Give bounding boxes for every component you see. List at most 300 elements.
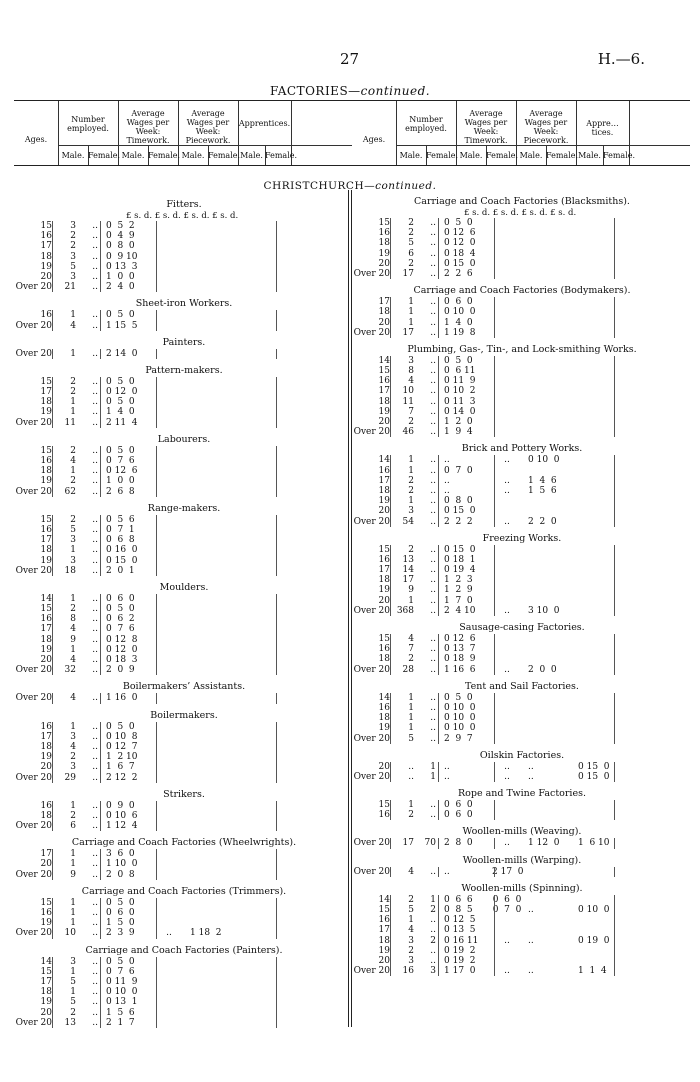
age-cell: 15 — [40, 514, 52, 525]
male-count-cell: 1 — [408, 317, 414, 328]
table-row — [352, 966, 692, 976]
male-count-cell: 28 — [402, 664, 414, 675]
wage-cell: 1 2 9 — [444, 585, 473, 596]
column-rule — [100, 665, 101, 675]
column-rule — [438, 407, 439, 417]
wage-cell: .. — [444, 866, 450, 877]
table-row — [14, 535, 354, 545]
column-rule — [100, 752, 101, 762]
column-rule — [52, 821, 53, 831]
table-row — [14, 262, 354, 272]
column-rule — [390, 555, 391, 565]
column-rule — [276, 908, 277, 918]
column-rule — [614, 318, 615, 328]
column-rule — [438, 238, 439, 248]
table-row — [14, 282, 354, 292]
female-count-cell: .. — [430, 516, 436, 527]
wage-cell: .. — [528, 771, 534, 782]
column-rule — [438, 417, 439, 427]
column-rule — [276, 515, 277, 525]
male-count-cell: 3 — [70, 956, 76, 967]
column-rule — [390, 723, 391, 733]
male-count-cell: 62 — [64, 486, 76, 497]
wage-cell: 2 3 9 — [106, 928, 135, 939]
column-rule — [156, 928, 157, 938]
section — [352, 285, 692, 338]
female-count-cell: .. — [430, 702, 436, 713]
table-row — [352, 386, 692, 396]
column-rule — [390, 455, 391, 465]
column-rule — [390, 867, 391, 877]
section — [352, 826, 692, 848]
male-count-cell: .. — [408, 761, 414, 772]
column-rule — [614, 585, 615, 595]
column-rule — [276, 525, 277, 535]
column-rule — [494, 366, 495, 376]
column-rule — [390, 956, 391, 966]
column-rule — [494, 269, 495, 279]
column-rule — [100, 241, 101, 251]
column-rule — [438, 936, 439, 946]
wage-cell: 0 18 3 — [106, 655, 138, 665]
female-count-cell: .. — [92, 741, 98, 752]
age-cell: 20 — [40, 271, 52, 282]
female-count-cell: .. — [92, 908, 98, 918]
column-rule — [100, 645, 101, 655]
column-rule — [438, 946, 439, 956]
female-count-cell: .. — [430, 925, 436, 936]
column-rule — [52, 594, 53, 604]
column-rule — [100, 801, 101, 811]
column-rule — [438, 905, 439, 915]
column-rule — [52, 397, 53, 407]
female-count-cell: .. — [92, 976, 98, 987]
age-cell: Over 20 — [15, 772, 52, 783]
table-row — [14, 635, 354, 645]
age-cell: 20 — [378, 955, 390, 966]
column-rule — [390, 575, 391, 585]
column-rule — [52, 487, 53, 497]
section-title: Painters. — [162, 336, 206, 348]
male-count-cell: 17 — [402, 327, 414, 338]
age-cell: Over 20 — [353, 866, 390, 877]
age-cell: 15 — [40, 604, 52, 615]
column-rule — [494, 810, 495, 820]
column-rule — [438, 356, 439, 366]
female-count-cell: .. — [430, 634, 436, 644]
female-count-cell: .. — [430, 386, 436, 397]
column-rule — [614, 665, 615, 675]
male-count-cell: 2 — [408, 945, 414, 956]
column-rule — [276, 742, 277, 752]
male-count-cell: 1 — [70, 644, 76, 655]
column-rule — [438, 376, 439, 386]
age-cell: 15 — [378, 905, 390, 915]
female-count-cell: .. — [430, 733, 436, 744]
female-count-cell: .. — [430, 268, 436, 279]
female-count-cell: 1 — [430, 761, 436, 772]
table-row — [14, 898, 354, 908]
column-rule — [438, 506, 439, 516]
table-row — [14, 801, 354, 811]
column-rule — [390, 665, 391, 675]
column-rule — [494, 772, 495, 782]
table-row — [352, 734, 692, 744]
column-rule — [156, 732, 157, 742]
wage-cell: 0 11 3 — [444, 396, 476, 407]
male-count-cell: 2 — [70, 376, 76, 387]
age-cell: 16 — [378, 915, 390, 926]
female-count-cell: .. — [92, 644, 98, 655]
female-count-cell: .. — [92, 752, 98, 763]
wage-cell: 0 15 0 — [578, 771, 610, 782]
column-rule — [614, 565, 615, 575]
wage-cell: 0 8 0 — [106, 241, 135, 252]
column-rule — [156, 762, 157, 772]
column-rule — [614, 476, 615, 486]
column-rule — [156, 566, 157, 576]
male-count-cell: 4 — [70, 456, 76, 466]
column-rule — [52, 545, 53, 555]
table-row — [14, 241, 354, 251]
column-rule — [390, 606, 391, 616]
column-rule — [614, 867, 615, 877]
column-rule — [276, 418, 277, 428]
column-rule — [100, 515, 101, 525]
wage-cell: 2 4 10 — [444, 605, 476, 616]
wage-cell: 2 0 1 — [106, 565, 135, 576]
column-rule — [390, 386, 391, 396]
male-count-cell: 9 — [70, 869, 76, 880]
column-rule — [100, 898, 101, 908]
column-rule — [156, 977, 157, 987]
section-title: Strikers. — [163, 788, 205, 800]
city-title: CHRISTCHURCH—continued. — [263, 180, 437, 192]
column-rule — [156, 1018, 157, 1028]
section-title: Carriage and Coach Factories (Blacksmiths). — [414, 196, 630, 207]
table-row — [14, 594, 354, 604]
wage-cell: 0 5 0 — [106, 445, 135, 456]
header-ages: Ages. — [362, 135, 386, 144]
column-rule — [438, 956, 439, 966]
age-cell: 18 — [40, 810, 52, 821]
table-row — [14, 693, 354, 703]
wage-cell: .. — [528, 966, 534, 977]
male-count-cell: 5 — [70, 524, 76, 535]
female-count-cell: .. — [430, 406, 436, 417]
column-rule — [494, 565, 495, 575]
age-cell: 17 — [40, 849, 52, 860]
header-number-employed: Number employed. — [67, 115, 109, 133]
column-rule — [438, 366, 439, 376]
header-male: Male. — [121, 151, 145, 160]
section — [352, 855, 692, 877]
column-rule — [156, 908, 157, 918]
wage-cell: .. — [528, 761, 534, 772]
female-count-cell: .. — [430, 544, 436, 555]
column-rule — [100, 870, 101, 880]
column-rule — [52, 1008, 53, 1018]
column-rule — [494, 218, 495, 228]
male-count-cell: 1 — [70, 348, 76, 359]
column-rule — [438, 772, 439, 782]
table-row — [14, 456, 354, 466]
female-count-cell: .. — [430, 307, 436, 318]
column-rule — [276, 545, 277, 555]
wage-cell: 0 6 2 — [106, 614, 135, 625]
male-count-cell: 1 — [70, 966, 76, 977]
wage-cell: 0 7 0 — [492, 905, 522, 915]
column-rule — [276, 252, 277, 262]
column-rule — [390, 596, 391, 606]
wage-cell: 0 7 6 — [106, 456, 135, 466]
section-title: Range-makers. — [147, 502, 221, 514]
table-row — [14, 221, 354, 231]
column-rule — [494, 762, 495, 772]
wage-cell: 0 15 0 — [444, 258, 476, 269]
age-cell: 15 — [378, 634, 390, 644]
age-cell: 19 — [378, 496, 390, 507]
column-rule — [390, 506, 391, 516]
column-rule — [494, 476, 495, 486]
age-cell: 16 — [40, 310, 52, 321]
table-row — [14, 655, 354, 665]
column-rule — [100, 635, 101, 645]
table-row — [14, 614, 354, 624]
column-rule — [276, 1018, 277, 1028]
wage-cell: 2 8 0 — [444, 838, 473, 849]
header-female: Female. — [265, 151, 298, 160]
column-rule — [100, 997, 101, 1007]
table-row — [14, 957, 354, 967]
column-rule — [156, 272, 157, 282]
column-rule — [276, 693, 277, 703]
wage-cell: 0 19 4 — [444, 565, 476, 576]
age-cell: 16 — [378, 376, 390, 387]
male-count-cell: 1 — [408, 800, 414, 811]
age-cell: Over 20 — [15, 928, 52, 939]
column-rule — [438, 895, 439, 905]
column-rule — [494, 665, 495, 675]
female-count-cell: .. — [92, 634, 98, 645]
column-rule — [276, 645, 277, 655]
table-row — [352, 867, 692, 877]
column-rule — [156, 418, 157, 428]
column-rule — [494, 723, 495, 733]
column-rule — [276, 918, 277, 928]
female-count-cell: .. — [430, 485, 436, 496]
column-rule — [156, 635, 157, 645]
table-row — [14, 1008, 354, 1018]
column-rule — [100, 231, 101, 241]
column-rule — [390, 966, 391, 976]
table-row — [352, 466, 692, 476]
column-rule — [438, 606, 439, 616]
table-row — [352, 376, 692, 386]
age-cell: Over 20 — [15, 869, 52, 880]
column-rule — [276, 898, 277, 908]
column-rule — [52, 525, 53, 535]
column-rule — [390, 585, 391, 595]
column-rule — [390, 228, 391, 238]
wage-cell: 0 10 8 — [106, 731, 138, 742]
female-count-cell: .. — [92, 555, 98, 566]
header-rule — [58, 145, 352, 146]
column-rule — [52, 556, 53, 566]
wage-cell: 1 16 0 — [106, 693, 138, 704]
male-count-cell: 1 — [70, 849, 76, 860]
wage-cell: 0 5 0 — [106, 897, 135, 908]
column-rule — [438, 596, 439, 606]
wage-cell: 1 19 8 — [444, 327, 476, 338]
page-number: 27 — [340, 50, 360, 68]
column-rule — [390, 476, 391, 486]
header-female: Female. — [88, 151, 121, 160]
header-male: Male. — [399, 151, 423, 160]
female-count-cell: .. — [92, 849, 98, 860]
female-count-cell: 70 — [424, 838, 436, 849]
column-rule — [52, 957, 53, 967]
wage-cell: 0 7 1 — [106, 524, 135, 535]
column-rule — [156, 321, 157, 331]
table-header-left — [14, 100, 352, 166]
column-rule — [494, 397, 495, 407]
female-count-cell: .. — [430, 605, 436, 616]
column-rule — [276, 456, 277, 466]
age-cell: 18 — [378, 307, 390, 318]
female-count-cell: .. — [92, 593, 98, 604]
wage-cell: 0 12 0 — [106, 387, 138, 398]
male-count-cell: 3 — [408, 935, 414, 946]
male-count-cell: 7 — [408, 644, 414, 655]
wage-cell: 1 12 0 — [528, 838, 560, 849]
column-rule — [390, 895, 391, 905]
table-row — [352, 915, 692, 925]
age-cell: 17 — [378, 297, 390, 308]
wage-cell: 0 6 0 — [444, 297, 473, 308]
section-title: Woollen-mills (Weaving). — [462, 826, 582, 838]
column-rule — [276, 262, 277, 272]
column-rule — [276, 604, 277, 614]
wage-cell: 0 6 8 — [106, 535, 135, 546]
age-cell: 16 — [378, 702, 390, 713]
column-rule — [100, 321, 101, 331]
male-count-cell: 16 — [402, 966, 414, 977]
table-row — [352, 654, 692, 664]
column-rule — [494, 966, 495, 976]
column-rule — [156, 556, 157, 566]
male-count-cell: 6 — [408, 248, 414, 259]
section — [352, 750, 692, 782]
male-count-cell: 5 — [70, 976, 76, 987]
male-count-cell: 10 — [64, 928, 76, 939]
section-title: Carriage and Coach Factories (Painters). — [85, 944, 283, 956]
age-cell: Over 20 — [15, 348, 52, 359]
header-avg-piecework: Average Wages per Week: Piecework. — [185, 109, 231, 145]
column-rule — [100, 556, 101, 566]
table-row — [14, 977, 354, 987]
column-rule — [276, 849, 277, 859]
table-row — [352, 762, 692, 772]
column-rule — [156, 456, 157, 466]
column-rule — [100, 987, 101, 997]
column-rule — [52, 742, 53, 752]
wage-cell: 1 17 0 — [444, 966, 476, 977]
male-count-cell: 5 — [70, 997, 76, 1008]
wage-cell: .. — [444, 475, 450, 486]
age-cell: 19 — [378, 406, 390, 417]
male-count-cell: 14 — [402, 565, 414, 576]
age-cell: 19 — [40, 752, 52, 763]
section — [352, 883, 692, 977]
male-count-cell: 5 — [408, 733, 414, 744]
column-rule — [614, 366, 615, 376]
column-rule — [614, 466, 615, 476]
column-rule — [100, 456, 101, 466]
column-rule — [100, 722, 101, 732]
column-rule — [614, 644, 615, 654]
male-count-cell: 54 — [402, 516, 414, 527]
column-rule — [614, 238, 615, 248]
column-rule — [614, 936, 615, 946]
column-rule — [390, 417, 391, 427]
column-rule — [156, 801, 157, 811]
table-row — [352, 318, 692, 328]
column-rule — [276, 614, 277, 624]
female-count-cell: .. — [92, 310, 98, 321]
section — [14, 945, 354, 1028]
column-rule — [614, 407, 615, 417]
male-count-cell: 2 — [408, 417, 414, 427]
table-row — [352, 307, 692, 317]
female-count-cell: .. — [92, 821, 98, 832]
column-rule — [276, 967, 277, 977]
column-rule — [52, 987, 53, 997]
wage-cell: 0 19 2 — [444, 955, 476, 966]
column-rule — [52, 407, 53, 417]
male-count-cell: 2 — [70, 445, 76, 456]
female-count-cell: .. — [92, 407, 98, 418]
header-ages: Ages. — [24, 135, 48, 144]
male-count-cell: 13 — [64, 1017, 76, 1028]
column-rule — [52, 635, 53, 645]
male-count-cell: 4 — [70, 624, 76, 635]
column-rule — [52, 321, 53, 331]
table-row — [14, 752, 354, 762]
column-rule — [614, 654, 615, 664]
male-count-cell: 1 — [408, 595, 414, 606]
column-rule — [438, 915, 439, 925]
wage-cell: 1 6 7 — [106, 762, 135, 773]
column-rule — [494, 318, 495, 328]
column-rule — [52, 252, 53, 262]
column-rule — [52, 221, 53, 231]
table-row — [14, 665, 354, 675]
female-count-cell: .. — [92, 987, 98, 998]
age-cell: 16 — [40, 908, 52, 918]
column-rule — [494, 228, 495, 238]
male-count-cell: 2 — [70, 241, 76, 252]
age-cell: 18 — [378, 396, 390, 407]
table-row — [352, 455, 692, 465]
column-rule — [156, 898, 157, 908]
female-count-cell: .. — [92, 320, 98, 331]
column-rule — [100, 387, 101, 397]
column-rule — [390, 936, 391, 946]
wage-cell: 1 10 0 — [106, 859, 138, 870]
column-rule — [52, 928, 53, 938]
section-title: Sausage-casing Factories. — [459, 622, 585, 633]
